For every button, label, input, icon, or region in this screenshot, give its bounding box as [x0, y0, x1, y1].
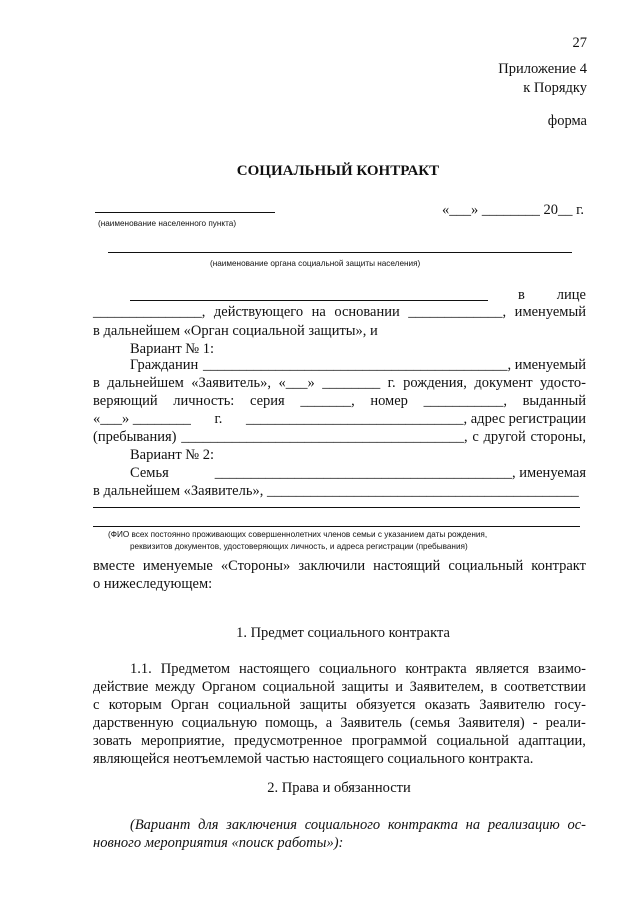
word: настоящего [239, 661, 310, 677]
citizen-word: Гражданин [130, 357, 199, 373]
word: веряющий [93, 393, 158, 409]
word: Заявителем, [409, 679, 484, 695]
preamble-line-8 [93, 428, 586, 446]
document-title: СОЦИАЛЬНЫЙ КОНТРАКТ [236, 163, 440, 179]
word: между [155, 679, 196, 695]
word: защиты [341, 679, 389, 695]
word: соответствии [503, 679, 586, 695]
word: социальной [262, 679, 335, 695]
word: в [490, 679, 498, 695]
word: Заявителя) [458, 715, 525, 731]
word: социальную [181, 715, 258, 731]
word: Заявителю [479, 697, 546, 713]
word: реали- [545, 715, 586, 731]
section-1-heading: 1. Предмет социального контракта [236, 625, 450, 641]
word: - [532, 715, 538, 731]
preamble-line-3: в дальнейшем «Орган социальной защиты», и [93, 323, 378, 339]
word: социального [318, 661, 397, 677]
word: на [465, 817, 481, 833]
section-1-line-5 [93, 732, 586, 750]
section-1-line-3 [93, 696, 586, 714]
family-rest: _________________________________________, именуемая [214, 465, 586, 481]
word: предусмотренное [234, 733, 343, 749]
section-2-note-line-1 [130, 816, 586, 834]
word: заключения [226, 817, 298, 833]
settlement-caption: (наименование населенного пункта) [98, 219, 237, 228]
authority-line [108, 252, 572, 253]
word: Орган [170, 697, 209, 713]
word: контракта [387, 817, 458, 833]
preamble-line-5 [93, 374, 586, 392]
family-caption-1: (ФИО всех постоянно проживающих совершеннолетних членов семьи с указанием даты рождения, [108, 530, 488, 539]
appendix-line-2: к Порядку [523, 80, 587, 96]
word: (Вариант [130, 817, 191, 833]
preamble-line-6 [93, 392, 586, 410]
preamble-line-11-text: вместе именуемые «Стороны» заключили настоящий социальный контракт [93, 558, 586, 574]
section-1-line-4 [93, 714, 586, 732]
word: ______________________________, адрес регистрации [246, 411, 586, 427]
preamble-line-5-text: в дальнейшем «Заявитель», «___» ________ г. рождения, документ удосто- [93, 375, 586, 391]
word: обязуется [356, 697, 416, 713]
word: _______, [300, 393, 355, 409]
word: серия [249, 393, 285, 409]
preamble-line-4 [130, 356, 586, 374]
preamble-line-9 [130, 464, 586, 482]
family-line-2 [93, 526, 580, 527]
settlement-line [95, 212, 275, 213]
word: «___» ________ [93, 411, 191, 427]
date-line: «___» ________ 20__ г. [441, 202, 584, 218]
family-caption-2: реквизитов документов, удостоверяющих личность, и адреса регистрации (пребывания) [130, 542, 468, 551]
section-1-line-1 [130, 660, 586, 678]
appendix-line-1: Приложение 4 [498, 61, 587, 77]
section-2-heading: 2. Права и обязанности [267, 780, 411, 796]
word: социального [304, 817, 381, 833]
word: помощь, [265, 715, 318, 731]
in-person-label [518, 286, 586, 304]
in-word: в [518, 287, 525, 303]
word: а [325, 715, 333, 731]
preamble-line-12: о нижеследующем: [93, 576, 213, 592]
authority-caption: (наименование органа социальной защиты населения) [210, 259, 421, 268]
section-2-note-line-2: новного мероприятия «поиск работы»): [93, 835, 344, 851]
word: личность: [173, 393, 235, 409]
word: адаптации, [518, 733, 586, 749]
section-1-line-2 [93, 678, 586, 696]
preamble-line-8-text: (пребывания) _______________________________________, с другой стороны, [93, 429, 586, 445]
word: Органом [201, 679, 256, 695]
word: социальной [436, 733, 509, 749]
word: ос- [567, 817, 586, 833]
word: оказать [424, 697, 471, 713]
word: является [475, 661, 529, 677]
word: программой [351, 733, 427, 749]
word: которым [108, 697, 162, 713]
word: Заявитель [340, 715, 402, 731]
preamble-line-11 [93, 557, 586, 575]
word: г. [214, 411, 223, 427]
word: и [395, 679, 404, 695]
word: действие [93, 679, 149, 695]
word: (семья [409, 715, 451, 731]
page-number: 27 [572, 35, 587, 51]
family-word: Семья [130, 465, 169, 481]
representative-line [130, 300, 488, 301]
word: зовать [93, 733, 132, 749]
variant-2-label: Вариант № 2: [130, 447, 215, 463]
form-label: форма [547, 113, 587, 129]
citizen-rest: __________________________________________, именуемый [202, 357, 586, 373]
word: мероприятие, [141, 733, 225, 749]
word: дарственную [93, 715, 174, 731]
preamble-line-2 [93, 303, 586, 321]
family-line-1 [93, 507, 580, 508]
word: социальной [218, 697, 291, 713]
word: реализацию [487, 817, 560, 833]
word: госу- [554, 697, 586, 713]
variant-1-label: Вариант № 1: [130, 341, 215, 357]
word: защиты [299, 697, 347, 713]
preamble-line-2-text: _______________, действующего на основании _____________, именуемый [93, 304, 586, 320]
word: Предметом [160, 661, 231, 677]
word: выданный [522, 393, 586, 409]
word: контракта [405, 661, 467, 677]
word: номер [370, 393, 408, 409]
section-1-line-6: являющейся неотъемлемой частью настоящего социального контракта. [93, 751, 534, 767]
word: ___________, [423, 393, 507, 409]
preamble-line-7 [93, 410, 586, 428]
word: 1.1. [130, 661, 152, 677]
word: с [93, 697, 100, 713]
word: для [198, 817, 219, 833]
preamble-line-10: в дальнейшем «Заявитель», ___________________________________________ [93, 483, 579, 499]
word: взаимо- [537, 661, 586, 677]
person-word: лице [556, 287, 586, 303]
